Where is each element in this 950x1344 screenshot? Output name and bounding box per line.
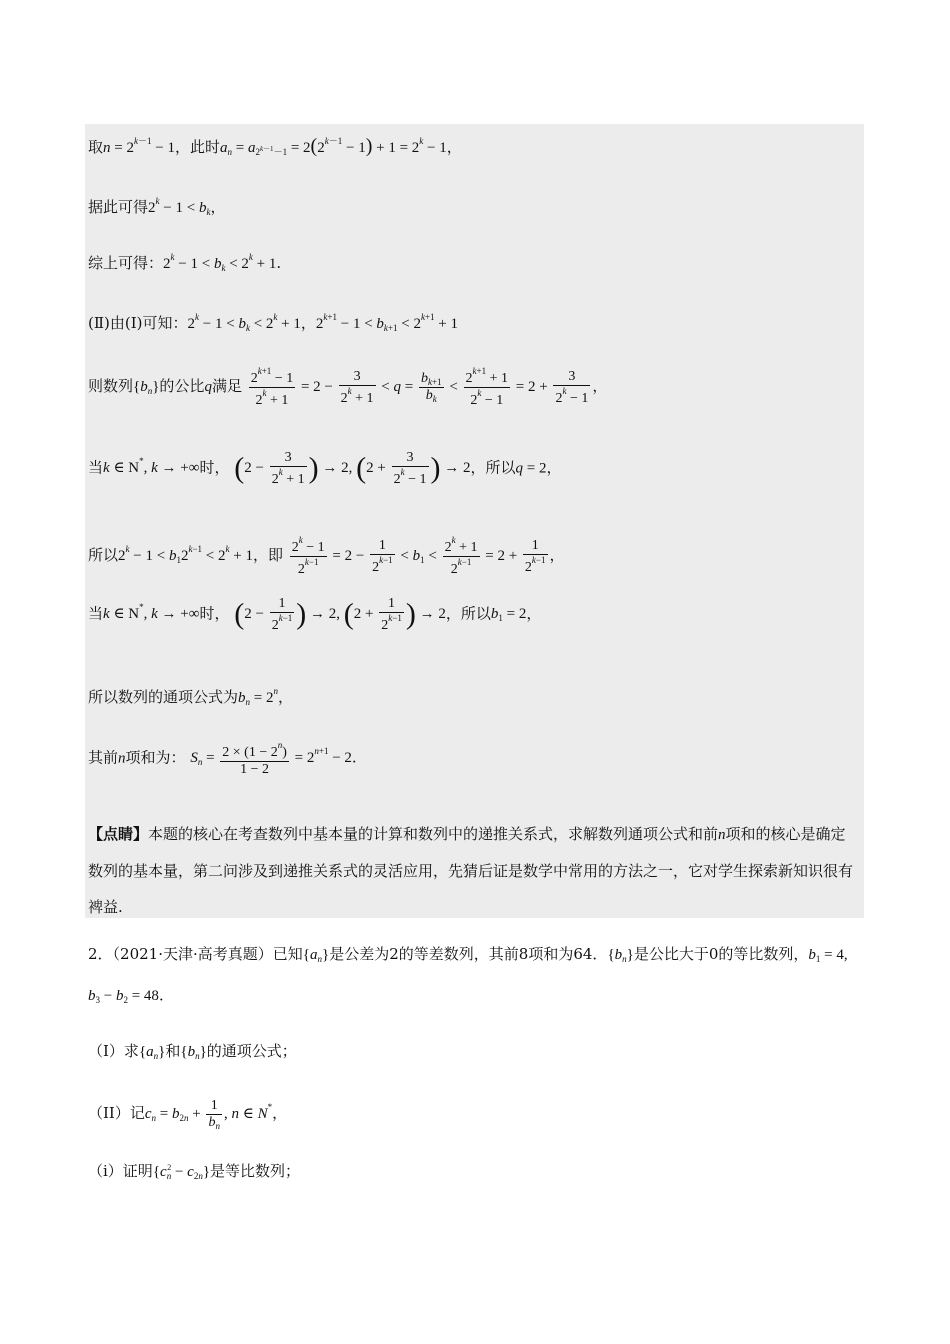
formula-ineq: $2^k - 1 < b_k$ <box>148 196 211 217</box>
formula-bound-k1: $2^{k+1} - 1 < b_{k+1} < 2^{k+1} + 1$ <box>315 312 458 333</box>
formula-cn-seq: $\{c_n^2 - c_{2n}\}$ <box>152 1163 211 1181</box>
solution-line-9: 所以数列的通项公式为$b_n = 2^n$， <box>88 686 293 707</box>
formula-bn: $b_n = 2^n$ <box>238 686 278 707</box>
solution-line-2: 据此可得$2^k - 1 < b_k$， <box>88 196 226 217</box>
problem-2-statement: 2．（2021·天津·高考真题）已知$\{a_n\}$是公差为2的等差数列，其前8项和为64．$\{b_n\}$是公比大于0的等比数列，$b_1 = 4$, $b_3 - b_2 = 48$． <box>88 945 848 1005</box>
formula-cn: $c_n = b_{2n}$ + $\frac{1}{b_n}$ , n ∈ N* <box>144 1098 273 1131</box>
formula-sum: $S_n$ = $\frac{2 \times (1 - 2^n)}{1 - 2}$ = $2^{n+1} - 2$ <box>190 740 352 777</box>
solution-line-7: 所以$2^k - 1 < b_12^{k-1} < 2^k + 1$，即 $\frac{2^k - 1}{2^{k-1}}$ = 2 − $\frac{1}{2^{k-1}}$ < $b_1$ < $\frac{2^k + 1}{2^{k-1}}$ = 2 + $\frac{1}{2^{k-1}}$ ， <box>88 535 565 577</box>
problem-2-part-2: （II）记$c_n = b_{2n}$ + $\frac{1}{b_n}$ , n ∈ N*， <box>88 1098 288 1131</box>
solution-line-1: 取$n = 2^{k-1} - 1$，此时$a_n = a_{2^{k-1}-1} = 2(2^{k-1} - 1) + 1 = 2^k - 1$， <box>88 135 462 157</box>
comment-paragraph: 【点睛】本题的核心在考查数列中基本量的计算和数列中的递推关系式，求解数列通项公式和前n项和的核心是确定数列的基本量，第二问涉及到递推关系式的灵活应用，先猜后证是数学中常用的方法之一，它对学生探索新知识很有裨益. <box>88 825 854 916</box>
solution-line-3: 综上可得：$2^k - 1 < b_k < 2^k + 1$. <box>88 252 282 273</box>
formula-an: $a_n = a_{2^{k-1}-1} = 2(2^{k-1} - 1) + 1 = 2^k - 1$ <box>219 135 447 157</box>
solution-line-10: 其前n项和为： $S_n$ = $\frac{2 \times (1 - 2^n)}{1 - 2}$ = $2^{n+1} - 2$. <box>88 740 357 777</box>
formula-b1-bound: $\frac{2^k - 1}{2^{k-1}}$ = 2 − $\frac{1}{2^{k-1}}$ < $b_1$ < $\frac{2^k + 1}{2^{k-1}}$ = 2 + $\frac{1}{2^{k-1}}$ <box>291 535 546 577</box>
solution-line-6: 当k ∈ N*, k → +∞时， (2 − $\frac{3}{2^k + 1}$ ) → 2, (2 + $\frac{3}{2^k - 1}$ ) → 2，所以q = 2， <box>88 450 562 487</box>
solution-line-5: 则数列$\{b_n\}$的公比q满足 $\frac{2^{k+1} - 1}{2^k + 1}$ = 2 − $\frac{3}{2^k + 1}$ < q = $\frac{b_{k+1}}{b_k}$ < $\frac{2^{k+1} + 1}{2^k - 1}$ = 2 + $\frac{3}{2^k - 1}$ ， <box>88 366 608 408</box>
formula-bound-k: $2^k - 1 < b_k < 2^k + 1$ <box>187 312 301 333</box>
formula-limit-b1: (2 − $\frac{1}{2^{k-1}}$ ) → 2, (2 + $\frac{1}{2^{k-1}}$ ) → 2 <box>234 596 446 633</box>
solution-line-8: 当k ∈ N*, k → +∞时， (2 − $\frac{1}{2^{k-1}}$ ) → 2, (2 + $\frac{1}{2^{k-1}}$ ) → 2，所以$b_1 = 2$， <box>88 596 542 633</box>
problem-2-part-2i: （i）证明$\{c_n^2 - c_{2n}\}$是等比数列； <box>88 1162 301 1181</box>
formula-b-conditions: $b_1 = 4$, $b_3 - b_2 = 48$ <box>88 947 848 1005</box>
problem-2-part-1: （I）求$\{a_n\}$和$\{b_n\}$的通项公式； <box>88 1042 297 1061</box>
solution-box <box>85 124 864 918</box>
formula-ratio: $\frac{2^{k+1} - 1}{2^k + 1}$ = 2 − $\frac{3}{2^k + 1}$ < q = $\frac{b_{k+1}}{b_k}$ < $\frac{2^{k+1} + 1}{2^k - 1}$ = 2 + $\frac{3}{2^k - 1}$ <box>250 366 589 408</box>
formula-n: $n = 2^{k-1} - 1$ <box>103 136 175 156</box>
formula-limit-q: (2 − $\frac{3}{2^k + 1}$ ) → 2, (2 + $\frac{3}{2^k - 1}$ ) → 2 <box>234 450 471 487</box>
formula-bound: $2^k - 1 < b_k < 2^k + 1$ <box>163 252 277 273</box>
solution-line-4: (Ⅱ)由(Ⅰ)可知：$2^k - 1 < b_k < 2^k + 1$，$2^{k+1} - 1 < b_{k+1} < 2^{k+1} + 1$ <box>88 312 458 333</box>
